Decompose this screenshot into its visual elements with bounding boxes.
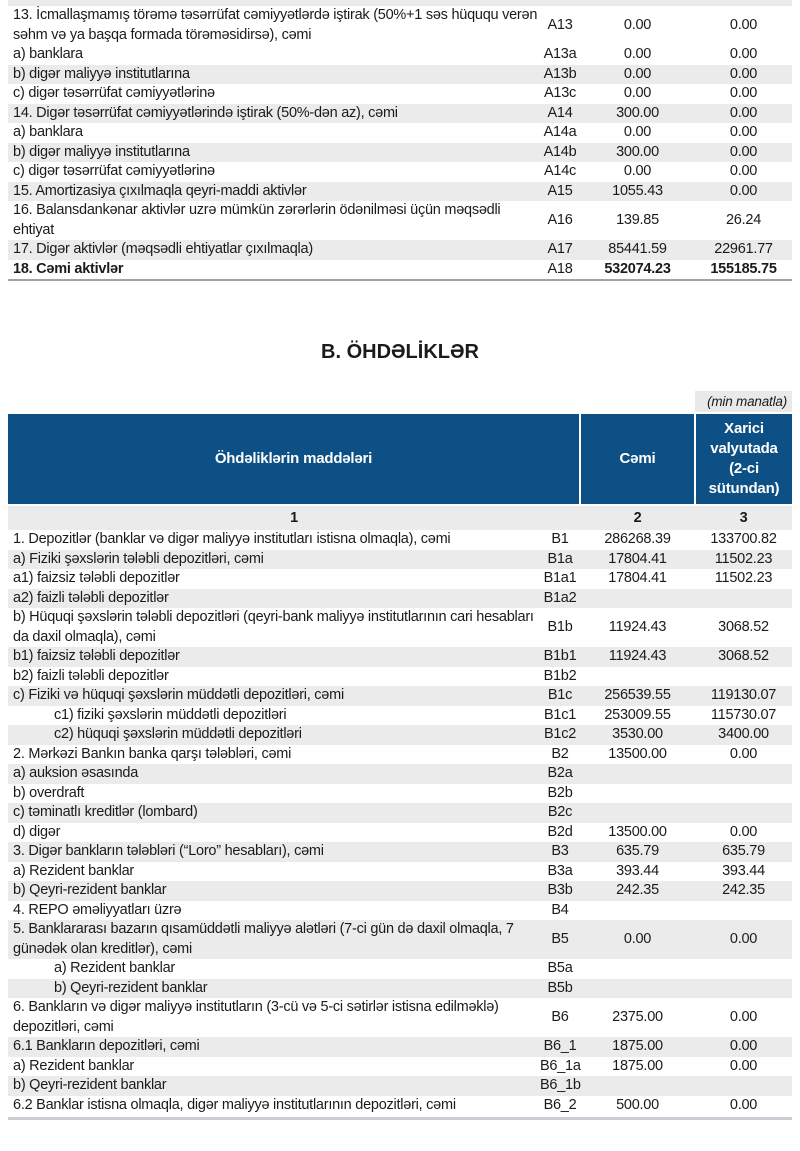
row-fx-value: 0.00 — [729, 124, 758, 140]
row-code: B1 — [551, 531, 569, 547]
row-code: B1c — [547, 687, 573, 703]
table-row — [8, 784, 792, 804]
row-label: a) Fiziki şəxslərin tələbli depozitləri, cəmi — [13, 550, 264, 567]
table-row — [8, 1057, 792, 1077]
assets-table-continuation — [8, 6, 792, 281]
table-row — [8, 84, 792, 104]
row-total-value: 532074.23 — [604, 260, 671, 277]
row-label: c2) hüquqi şəxslərin müddətli depozitləri — [54, 726, 302, 742]
row-code: A13 — [547, 16, 573, 33]
row-fx-value: 3068.52 — [718, 648, 769, 664]
table-row — [8, 104, 792, 124]
row-fx-value: 242.35 — [722, 882, 765, 898]
table-row — [8, 901, 792, 921]
header-total-column: Cəmi — [581, 414, 694, 504]
row-code: B6_2 — [543, 1096, 577, 1113]
row-code: A18 — [547, 260, 573, 277]
row-total-value: 0.00 — [623, 65, 652, 82]
table-row — [8, 979, 792, 999]
row-total-value: 256539.55 — [604, 687, 671, 703]
table-row — [8, 647, 792, 667]
row-label: a) auksion əsasında — [13, 765, 139, 781]
row-code: A13b — [543, 65, 577, 82]
table-row — [8, 260, 792, 280]
row-label: 18. Cəmi aktivlər — [13, 260, 124, 277]
row-fx-value: 11502.23 — [714, 570, 773, 586]
row-total-value: 11924.43 — [608, 618, 667, 635]
liabilities-table-header — [8, 414, 792, 504]
table-row — [8, 881, 792, 901]
row-code: B2b — [547, 784, 573, 801]
table-row — [8, 569, 792, 589]
row-code: B6_1a — [540, 1057, 581, 1074]
row-total-value: 0.00 — [623, 16, 652, 33]
table-row — [8, 823, 792, 843]
unit-note: (min manatla) — [695, 391, 792, 412]
row-label: 13. İcmallaşmamış törəmə təsərrüfat cəmiyyətlərdə iştirak (50%+1 səs hüququ verən səhm və ya başqa formada törəməsidirsə), cəmi — [13, 7, 538, 43]
row-total-value: 17804.41 — [608, 550, 667, 567]
row-label: b) digər maliyyə institutlarına — [13, 143, 190, 160]
row-total-value: 253009.55 — [604, 706, 671, 723]
column-number-row — [8, 506, 792, 530]
row-label: a) Rezident banklar — [13, 1057, 134, 1074]
row-label: 14. Digər təsərrüfat cəmiyyətlərində iştirak (50%-dən az), cəmi — [13, 104, 398, 121]
row-label: 3. Digər bankların tələbləri (“Loro” hesabları), cəmi — [13, 843, 324, 859]
row-label: a2) faizli tələbli depozitlər — [13, 589, 169, 606]
row-code: A16 — [547, 211, 573, 228]
liabilities-table — [8, 530, 792, 1115]
row-total-value: 635.79 — [616, 843, 659, 859]
row-code: B3a — [547, 862, 573, 879]
next-row-fragment — [8, 1117, 792, 1120]
row-fx-value: 155185.75 — [710, 260, 777, 277]
row-label: b) Qeyri-rezident banklar — [13, 882, 167, 898]
row-label: c1) fiziki şəxslərin müddətli depozitləri — [54, 706, 287, 723]
row-code: B2 — [551, 745, 569, 762]
row-total-value: 242.35 — [616, 882, 659, 898]
row-fx-value: 0.00 — [729, 823, 758, 840]
row-code: B5 — [551, 930, 569, 947]
row-label: 17. Digər aktivlər (məqsədli ehtiyatlar çıxılmaqla) — [13, 241, 313, 257]
row-total-value: 85441.59 — [608, 241, 667, 257]
row-fx-value: 0.00 — [729, 16, 758, 33]
table-row — [8, 764, 792, 784]
table-row — [8, 706, 792, 726]
row-code: A13c — [543, 85, 577, 101]
table-row — [8, 182, 792, 202]
table-row — [8, 725, 792, 745]
row-fx-value: 0.00 — [729, 85, 758, 101]
row-total-value: 11924.43 — [608, 648, 667, 664]
row-label: b) Hüquqi şəxslərin tələbli depozitləri (qeyri-bank maliyyə institutlarının cari hesabları da daxil olmaqla), cəmi — [13, 609, 534, 645]
row-label: c) digər təsərrüfat cəmiyyətlərinə — [13, 85, 215, 101]
row-code: A13a — [543, 46, 577, 62]
row-code: A14a — [543, 124, 577, 140]
row-label: b) Qeyri-rezident banklar — [13, 1077, 167, 1093]
table-row — [8, 1076, 792, 1096]
table-row — [8, 550, 792, 570]
table-row — [8, 842, 792, 862]
row-label: a) banklara — [13, 46, 83, 62]
table-row — [8, 959, 792, 979]
row-label: a) Rezident banklar — [13, 862, 134, 879]
row-label: c) təminatlı kreditlər (lombard) — [13, 804, 198, 820]
row-total-value: 0.00 — [623, 124, 652, 140]
row-label: b) overdraft — [13, 784, 85, 801]
row-label: 16. Balansdankənar aktivlər uzrə mümkün zərərlərin ödənilməsi üçün məqsədli ehtiyat — [13, 202, 501, 238]
row-label: a1) faizsiz tələbli depozitlər — [13, 570, 180, 586]
row-label: a) banklara — [13, 124, 83, 140]
row-total-value: 0.00 — [623, 930, 652, 947]
row-fx-value: 0.00 — [729, 1008, 758, 1025]
row-code: A15 — [547, 182, 573, 199]
row-total-value: 17804.41 — [608, 570, 667, 586]
row-total-value: 300.00 — [616, 104, 659, 121]
row-code: A14b — [543, 143, 577, 160]
row-label: 6. Bankların və digər maliyyə institutların (3-cü və 5-ci sətirlər istisna edilməklə) depozitləri, cəmi — [13, 999, 499, 1035]
row-code: B2a — [547, 765, 573, 781]
row-code: B6_1 — [543, 1038, 577, 1054]
section-b-title: B. ÖHDƏLİKLƏR — [321, 341, 479, 363]
row-fx-value: 133700.82 — [710, 531, 777, 547]
row-code: B1a — [547, 550, 573, 567]
row-fx-value: 0.00 — [729, 143, 758, 160]
row-code: B6_1b — [540, 1077, 581, 1093]
row-code: B1b2 — [543, 667, 577, 684]
table-row — [8, 6, 792, 45]
row-code: B6 — [551, 1008, 569, 1025]
row-label: c) digər təsərrüfat cəmiyyətlərinə — [13, 163, 215, 179]
row-fx-value: 0.00 — [729, 745, 758, 762]
row-label: b2) faizli tələbli depozitlər — [13, 667, 169, 684]
row-total-value: 0.00 — [623, 46, 652, 62]
row-fx-value: 0.00 — [729, 1057, 758, 1074]
row-total-value: 393.44 — [616, 862, 659, 879]
column-number-2: 2 — [633, 510, 642, 526]
row-fx-value: 0.00 — [729, 104, 758, 121]
row-label: 1. Depozitlər (banklar və digər maliyyə institutları istisna olmaqla), cəmi — [13, 531, 451, 547]
table-row — [8, 686, 792, 706]
row-code: B5b — [547, 979, 573, 996]
row-total-value: 0.00 — [623, 85, 652, 101]
row-label: b) digər maliyyə institutlarına — [13, 65, 190, 82]
header-items-column: Öhdəliklərin maddələri — [8, 414, 579, 504]
row-label: 15. Amortizasiya çıxılmaqla qeyri-maddi aktivlər — [13, 182, 307, 199]
row-code: B1c2 — [543, 726, 577, 742]
row-label: c) Fiziki və hüquqi şəxslərin müddətli depozitləri, cəmi — [13, 687, 344, 703]
table-row — [8, 1037, 792, 1057]
row-total-value: 1875.00 — [612, 1057, 663, 1074]
row-total-value: 286268.39 — [604, 531, 671, 547]
row-code: B2d — [547, 823, 573, 840]
table-row — [8, 162, 792, 182]
row-label: 4. REPO əməliyyatları üzrə — [13, 901, 182, 918]
table-row — [8, 862, 792, 882]
table-row — [8, 589, 792, 609]
row-label: d) digər — [13, 823, 61, 840]
row-fx-value: 0.00 — [729, 930, 758, 947]
row-code: B2c — [547, 804, 573, 820]
table-row — [8, 143, 792, 163]
row-total-value: 1875.00 — [612, 1038, 663, 1054]
table-row — [8, 667, 792, 687]
row-label: a) Rezident banklar — [54, 960, 175, 976]
row-total-value: 0.00 — [623, 163, 652, 179]
row-fx-value: 11502.23 — [714, 550, 773, 567]
table-row — [8, 45, 792, 65]
row-fx-value: 0.00 — [729, 1038, 758, 1054]
row-total-value: 13500.00 — [608, 823, 667, 840]
table-row — [8, 65, 792, 85]
row-label: 6.1 Bankların depozitləri, cəmi — [13, 1038, 200, 1054]
row-fx-value: 119130.07 — [710, 687, 777, 703]
row-fx-value: 22961.77 — [714, 241, 773, 257]
row-total-value: 13500.00 — [608, 745, 667, 762]
unit-note-row — [8, 391, 792, 412]
table-row — [8, 530, 792, 550]
row-total-value: 3530.00 — [612, 726, 663, 742]
row-fx-value: 635.79 — [722, 843, 765, 859]
row-fx-value: 115730.07 — [710, 706, 777, 723]
row-total-value: 2375.00 — [612, 1008, 663, 1025]
row-code: B3 — [551, 843, 569, 859]
row-code: B5a — [547, 960, 573, 976]
header-fx-column: Xarici valyutada (2-ci sütundan) — [696, 414, 792, 504]
row-fx-value: 393.44 — [722, 862, 765, 879]
row-total-value: 300.00 — [616, 143, 659, 160]
table-row — [8, 920, 792, 959]
row-fx-value: 3400.00 — [718, 726, 769, 742]
row-fx-value: 0.00 — [729, 65, 758, 82]
row-code: B4 — [551, 901, 569, 918]
row-fx-value: 0.00 — [729, 46, 758, 62]
row-label: 6.2 Banklar istisna olmaqla, digər maliyyə institutlarının depozitləri, cəmi — [13, 1096, 456, 1113]
table-row — [8, 803, 792, 823]
row-total-value: 500.00 — [616, 1096, 659, 1113]
row-fx-value: 3068.52 — [718, 618, 769, 635]
table-row — [8, 998, 792, 1037]
row-label: b1) faizsiz tələbli depozitlər — [13, 648, 180, 664]
table-row — [8, 1096, 792, 1116]
row-total-value: 1055.43 — [612, 182, 663, 199]
row-fx-value: 0.00 — [729, 163, 758, 179]
row-label: b) Qeyri-rezident banklar — [54, 979, 208, 996]
row-label: 5. Banklararası bazarın qısamüddətli maliyyə alətləri (7-ci gün də daxil olmaqla, 7 günədək olan kreditlər), cəmi — [13, 921, 514, 957]
row-code: B3b — [547, 882, 573, 898]
column-number-3: 3 — [739, 510, 748, 526]
row-fx-value: 26.24 — [725, 211, 762, 228]
row-fx-value: 0.00 — [729, 1096, 758, 1113]
row-code: B1b1 — [543, 648, 577, 664]
table-row — [8, 201, 792, 240]
table-row — [8, 608, 792, 647]
table-row — [8, 123, 792, 143]
row-fx-value: 0.00 — [729, 182, 758, 199]
row-code: B1c1 — [543, 706, 577, 723]
table-row — [8, 240, 792, 260]
row-code: A17 — [547, 241, 573, 257]
row-code: B1a1 — [543, 570, 577, 586]
row-code: A14c — [543, 163, 577, 179]
row-code: B1b — [547, 618, 573, 635]
row-total-value: 139.85 — [616, 211, 659, 228]
row-code: A14 — [547, 104, 573, 121]
row-code: B1a2 — [543, 589, 577, 606]
table-row — [8, 745, 792, 765]
column-number-1: 1 — [290, 510, 298, 526]
row-label: 2. Mərkəzi Bankın banka qarşı tələbləri, cəmi — [13, 745, 292, 762]
